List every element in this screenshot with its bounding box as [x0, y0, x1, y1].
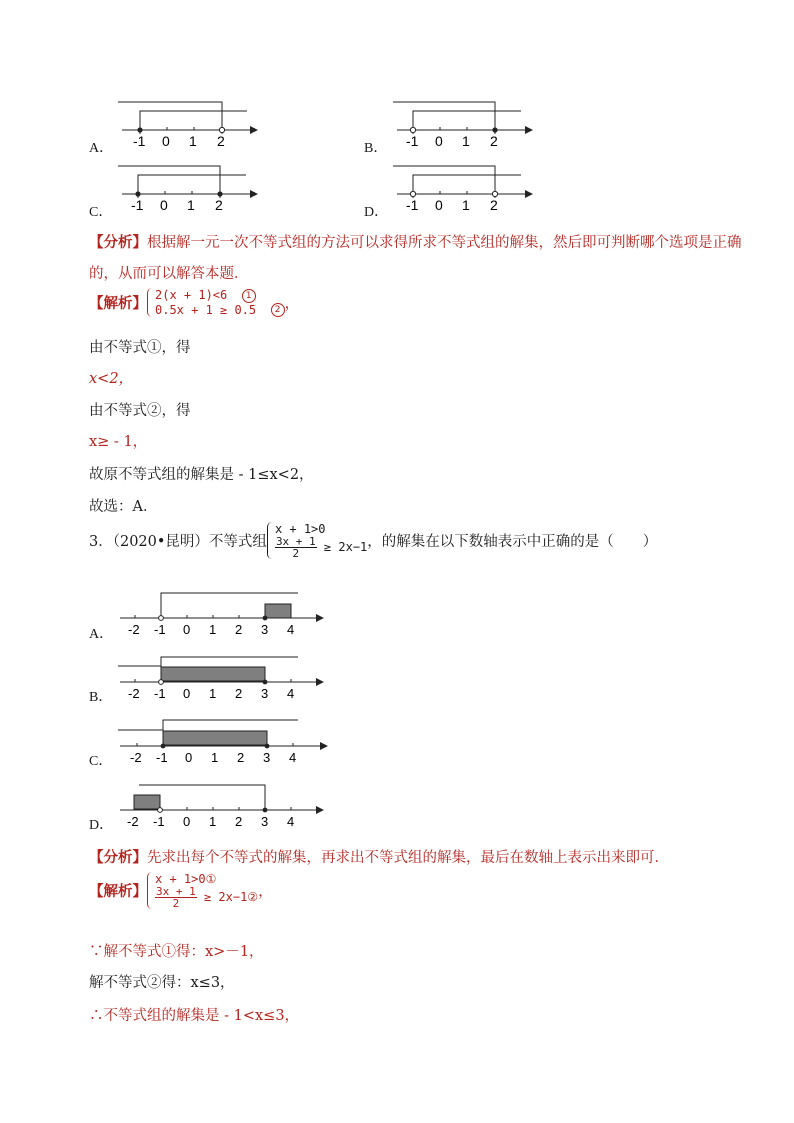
q2-result2: x≥ - 1， — [89, 434, 148, 450]
q2-b-tick-label: 1 — [462, 133, 470, 149]
q2-a-lower-bracket — [140, 111, 247, 134]
q3-option-d-label: D． — [89, 818, 114, 833]
q2-d-point-neg1-open — [410, 191, 415, 196]
q3-c-tick-label: 4 — [289, 750, 297, 765]
q2-option-b-number-line — [385, 96, 535, 152]
q3-d-tick-label: 1 — [209, 814, 217, 829]
q2-analysis-line2: 的，从而可以解答本题． — [89, 266, 249, 282]
q2-d-arrow — [525, 190, 533, 198]
q3-step2: 解不等式②得：x≤3， — [89, 975, 235, 991]
q2-a-point-2-open — [219, 127, 224, 132]
q2-a-point-neg1-solid — [137, 127, 142, 132]
q2-c-lower-bracket — [138, 175, 246, 198]
q2-c-tick-label: 2 — [215, 197, 223, 213]
q3-a-point-neg1-open — [159, 616, 164, 621]
q3-b-arrow — [316, 678, 324, 686]
q3-c-tick-label: -2 — [130, 750, 142, 765]
q3-option-d-number-line — [110, 780, 330, 832]
q3-option-a-label: A． — [89, 627, 114, 642]
q3-c-tick-label: 1 — [211, 750, 219, 765]
q3-c-point-3-solid — [265, 744, 270, 749]
q3-b-shaded-region — [161, 667, 265, 681]
q2-option-c-label: C． — [89, 205, 113, 220]
q3-inequality-system — [267, 522, 367, 559]
q3-stem-suffix: ，的解集在以下数轴表示中正确的是（ ） — [367, 534, 658, 550]
q3-solution-frac-numerator: 3x + 1 — [156, 885, 196, 898]
q3-step1: ∵解不等式①得：x>－1， — [89, 944, 264, 960]
q3-solution-frac-denominator: 2 — [172, 897, 180, 910]
q3-frac-numerator: 3x + 1 — [275, 535, 316, 548]
q2-b-tick-label: -1 — [406, 133, 419, 149]
q2-option-d-number-line — [385, 160, 535, 216]
q2-c-tick-label: -1 — [131, 197, 144, 213]
q3-option-c-label: C． — [89, 754, 113, 769]
q3-a-shaded-region — [265, 604, 291, 618]
q2-d-upper-bracket — [393, 166, 495, 198]
q2-step2: 由不等式②，得 — [89, 403, 191, 419]
q3-d-tick-label: 4 — [287, 814, 295, 829]
q3-solution-row-2-rhs: ≥ 2x−1② — [203, 890, 259, 904]
q2-c-point-2-solid — [217, 191, 222, 196]
q3-b-tick-label: 3 — [261, 686, 269, 701]
q2-c-upper-bracket — [118, 166, 220, 198]
q3-analysis-text: 先求出每个不等式的解集，再求出不等式组的解集，最后在数轴上表示出来即可． — [147, 850, 669, 866]
q3-option-b-number-line — [110, 652, 330, 704]
q3-b-tick-label: -1 — [154, 686, 166, 701]
q3-stem — [89, 522, 657, 559]
q3-d-tick-label: 3 — [261, 814, 269, 829]
q2-b-lower-bracket — [413, 111, 521, 134]
q2-a-upper-bracket — [118, 102, 222, 134]
q2-analysis-tag: 【分析】 — [89, 234, 147, 251]
q3-a-tick-label: -2 — [128, 622, 140, 637]
q3-a-point-3-solid — [263, 616, 268, 621]
q3-a-tick-label: -1 — [154, 622, 166, 637]
q3-analysis — [89, 846, 669, 867]
q3-d-tick-label: 0 — [183, 814, 191, 829]
q2-b-upper-bracket — [393, 102, 495, 134]
q3-d-tick-label: -2 — [127, 814, 139, 829]
q3-c-upper-bracket — [118, 730, 163, 747]
q3-b-lower-bracket — [161, 657, 298, 666]
q3-a-arrow — [316, 614, 324, 622]
q3-c-tick-label: -1 — [156, 750, 168, 765]
q2-a-tick-label: -1 — [133, 133, 146, 149]
q2-inequality-system — [147, 288, 285, 317]
q3-a-tick-label: 4 — [287, 622, 295, 637]
q3-system-row-1: x + 1>0 — [274, 522, 326, 536]
q2-analysis-text: 根据解一元一次不等式组的方法可以求得所求不等式组的解集，然后即可判断哪个选项是正确 — [147, 235, 742, 251]
q2-a-tick-label: 2 — [217, 133, 225, 149]
q2-conclusion: 故原不等式组的解集是 - 1≤x<2， — [89, 467, 314, 483]
q3-solution-system — [147, 872, 258, 909]
q2-d-tick-label: 0 — [435, 197, 443, 213]
q3-a-tick-label: 1 — [209, 622, 217, 637]
q2-option-c-number-line — [110, 160, 260, 216]
q2-c-tick-label: 1 — [187, 197, 195, 213]
q3-b-tick-label: 2 — [235, 686, 243, 701]
q3-d-point-3-solid — [263, 808, 268, 813]
q2-b-arrow — [525, 126, 533, 134]
q2-a-tick-label: 1 — [189, 133, 197, 149]
q3-option-c-number-line — [110, 716, 330, 768]
q3-d-shaded-region — [134, 795, 160, 809]
q3-c-point-neg1-solid — [161, 744, 166, 749]
q3-b-point-neg1-open — [159, 680, 164, 685]
q3-b-tick-label: 1 — [209, 686, 217, 701]
q2-a-arrow — [250, 126, 258, 134]
q3-solution-row-1: x + 1>0① — [155, 872, 217, 886]
q2-result1: x<2， — [89, 371, 134, 387]
q3-b-upper-bracket — [118, 666, 161, 683]
q2-d-tick-label: 2 — [490, 197, 498, 213]
q3-a-tick-label: 3 — [261, 622, 269, 637]
q2-a-tick-label: 0 — [162, 133, 170, 149]
q2-option-b-label: B． — [364, 141, 388, 156]
q2-option-d-label: D． — [364, 205, 389, 220]
q3-d-tick-label: 2 — [235, 814, 243, 829]
q3-option-b-label: B． — [89, 690, 113, 705]
q3-stem-prefix: 3．（2020•昆明）不等式组 — [89, 534, 267, 550]
q3-option-a-number-line — [110, 588, 330, 640]
q3-c-tick-label: 2 — [237, 750, 245, 765]
q3-d-point-neg1-open — [158, 808, 163, 813]
q3-analysis-tag: 【分析】 — [89, 849, 147, 866]
q2-solution-line: 【解析】 2(x + 1)<6 1 0.5x + 1 ≥ 0.5 2 ， — [89, 288, 300, 317]
q3-b-tick-label: -2 — [128, 686, 140, 701]
q3-conclusion: ∴不等式组的解集是 - 1<x≤3， — [89, 1008, 300, 1024]
q2-circle-mark-2: 2 — [271, 303, 285, 317]
q3-a-tick-label: 0 — [183, 622, 191, 637]
q2-analysis-line1 — [89, 231, 742, 252]
q3-solution-tag: 【解析】 — [89, 883, 147, 900]
q3-frac-denominator: 2 — [292, 547, 300, 560]
q2-circle-mark-1: 1 — [242, 289, 256, 303]
q3-system-row-2-rhs: ≥ 2x−1 — [323, 540, 368, 554]
q2-c-point-neg1-solid — [135, 191, 140, 196]
q2-option-a-label: A． — [89, 141, 114, 156]
q2-c-tick-label: 0 — [160, 197, 168, 213]
q2-d-tick-label: -1 — [406, 197, 419, 213]
q2-choice: 故选：A． — [89, 499, 158, 515]
q3-c-lower-bracket — [163, 720, 298, 730]
q3-c-shaded-region — [163, 731, 267, 745]
q2-system-row-2: 0.5x + 1 ≥ 0.5 — [155, 302, 257, 317]
q3-b-tick-label: 4 — [287, 686, 295, 701]
q2-step1: 由不等式①，得 — [89, 340, 191, 356]
q3-d-tick-label: -1 — [153, 814, 165, 829]
q2-system-row-1: 2(x + 1)<6 — [155, 288, 228, 302]
q2-d-tick-label: 1 — [462, 197, 470, 213]
q2-solution-tag: 【解析】 — [89, 295, 147, 312]
q3-solution-line: 【解析】 x + 1>0① $\frac{3x + 1}{2}$ ≥ 2x−1② ， — [89, 872, 273, 910]
q3-c-tick-label: 0 — [185, 750, 193, 765]
q2-b-tick-label: 2 — [490, 133, 498, 149]
q2-d-point-2-open — [492, 191, 497, 196]
q2-b-point-neg1-open — [410, 127, 415, 132]
q3-b-point-3-solid — [263, 680, 268, 685]
q3-d-arrow — [316, 806, 324, 814]
q3-b-tick-label: 0 — [183, 686, 191, 701]
q3-c-arrow — [320, 742, 328, 750]
q3-a-tick-label: 2 — [235, 622, 243, 637]
q2-c-arrow — [250, 190, 258, 198]
q2-option-a-number-line — [110, 96, 260, 152]
q2-d-lower-bracket — [413, 175, 521, 198]
q2-b-tick-label: 0 — [435, 133, 443, 149]
q3-c-tick-label: 3 — [263, 750, 271, 765]
q2-b-point-2-solid — [492, 127, 497, 132]
